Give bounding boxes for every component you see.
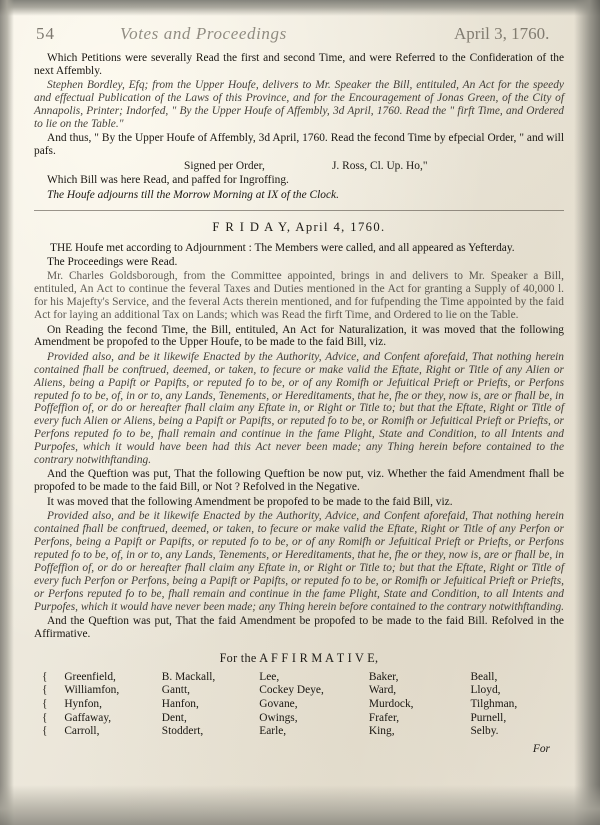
table-row [42, 684, 572, 698]
name-cell: Lloyd, [470, 684, 501, 697]
paragraph-proviso-persons: Provided also, and be it likewife Enacted by the Authority, Advice, and Confent aforefaid, That nothing herein contained fhall be conftrued, deemed, or taken, to fecure or make valid the Eftate, Right or Title of any Perfon or Perfons, being a Papift or Papifts, or reputed fo to be, or of any Romifh or Jefuitical Prieft or Priefts, or Perfons reputed fo to be, of, in or to, any Lands, Tenements, or Hereditaments, that he, fhe or they, now is, are or fhall be, in Poffeffion of, or do or hereafter fhall claim any Eftate in, or Right or Title to; but that the Eftate, Right or Title of every fuch Perfon or Perfons, being a Papift or Papifts, or reputed fo to be, or Romifh or Jefuitical Prieft or Priefts, or Perfons reputed fo to be, fhall remain and continue in the fame Plight, State and Condition, to all Intents and Purpofes, which it would have never been made; any Thing herein before contained to the contrary notwithftanding. [34, 510, 564, 613]
paragraph-question-affirmative: And the Queftion was put, That the faid Amendment be propofed to be made to the faid Bill. Refolved in the Affirmative. [34, 614, 564, 640]
running-head [34, 24, 564, 50]
paragraph-upper-house-second-reading: And thus, " By the Upper Houfe of Affembly, 3d April, 1760. Read the fecond Time by efpecial Order, " and will pafs. [34, 132, 564, 158]
name-cell: Baker, [368, 670, 399, 683]
running-date: April 3, 1760. [454, 24, 550, 43]
session-body [34, 242, 564, 641]
name-cell: Owings, [259, 711, 298, 724]
paragraph-proceedings-read: The Proceedings were Read. [47, 255, 178, 268]
scan-edge-top [0, 0, 600, 16]
name-cell: Earle, [259, 725, 287, 738]
table-row [42, 698, 572, 712]
row-bracket: { [42, 711, 48, 724]
paragraph-goldsborough-bill: Mr. Charles Goldsborough, from the Committee appointed, brings in and delivers to Mr. Speaker a Bill, entituled, An Act to continue the feveral Taxes and Duties mentioned in the Act for granting a Supply of 40,000 l. for his Majefty's Service, and the feveral Acts therein mentioned, and for fufpending the Time appointed by the faid Act for laying an additional Tax on Lands; which was Read the firft Time, and Ordered to lie on the Table. [34, 270, 564, 322]
page-content [34, 24, 564, 755]
name-cell: Hynfon, [64, 697, 102, 710]
paragraph-house-met: THE Houfe met according to Adjournment : The Members were called, and all appeared as Yefterday. [50, 241, 515, 254]
page-number: 54 [36, 24, 55, 43]
name-cell: Purnell, [470, 711, 507, 724]
name-cell: Greenfield, [64, 670, 116, 683]
name-cell: Gantt, [161, 684, 190, 697]
affirmative-heading: For the A F F I R M A T I V E, [219, 650, 379, 665]
name-cell: Murdock, [368, 697, 414, 710]
clerk-name: J. Ross, Cl. Up. Ho," [332, 159, 428, 172]
running-title: Votes and Proceedings [120, 24, 287, 43]
name-cell: Stoddert, [161, 725, 204, 738]
name-cell: Beall, [470, 670, 498, 683]
paragraph-adjourn: The Houfe adjourns till the Morrow Morning at IX of the Clock. [47, 188, 339, 201]
paragraph-question-negative: And the Queftion was put, That the following Queftion be now put, viz. Whether the faid Amendment fhall be propofed to be made to the faid Bill, or Not ? Refolved in the Negative. [34, 468, 564, 494]
signature-line [34, 160, 564, 173]
name-cell: King, [368, 725, 395, 738]
scan-edge-right [574, 0, 600, 825]
name-cell: Govane, [259, 697, 298, 710]
affirmative-names-table [42, 671, 572, 739]
name-cell: Frafer, [368, 711, 400, 724]
name-cell: Carroll, [64, 725, 100, 738]
scan-edge-left [0, 0, 14, 825]
table-row [42, 671, 572, 685]
paragraph-proviso-aliens: Provided also, and be it likewife Enacted by the Authority, Advice, and Confent aforefaid, That nothing herein contained fhall be conftrued, deemed, or taken, to fecure or make valid the Eftate, Right or Title of any Alien or Aliens, being a Papift or Papifts, or reputed fo to be, or of any Romifh or Jefuitical Prieft or Priefts, or Perfons reputed fo to be, of, in or to, any Lands, Tenements, or Hereditaments, that he, fhe or they, now is, are or fhall be, in Poffeffion of, or do or hereafter fhall claim any Eftate in, or Right or Title to; but that the Eftate, Right or Title of every fuch Alien or Aliens, being a Papift or Papifts, or reputed fo to be, or Romifh or Jefuitical Prieft or Priefts, or Perfons reputed fo to be, fhall remain and continue in the fame Plight, State and Condition, to all Intents and Purpofes, which it would have been had this Act never been made; any Thing herein before contained to the contrary notwithftanding. [34, 350, 564, 467]
scan-edge-bottom [0, 785, 600, 825]
name-cell: Lee, [259, 670, 280, 683]
name-cell: B. Mackall, [161, 670, 216, 683]
signed-per-order: Signed per Order, [184, 159, 265, 172]
name-cell: Dent, [161, 711, 187, 724]
top-section [34, 52, 564, 202]
row-bracket: { [42, 697, 48, 710]
row-bracket: { [42, 684, 48, 697]
catchword: For [532, 742, 550, 755]
paragraph-moved-amendment: It was moved that the following Amendment be propofed to be made to the faid Bill, viz. [47, 495, 453, 508]
section-divider [34, 210, 564, 211]
signature-spacer [34, 160, 184, 173]
paragraph-bordley: Stephen Bordley, Efq; from the Upper Houfe, delivers to Mr. Speaker the Bill, entituled, An Act for the speedy and effectual Publication of the Laws of this Province, and for the Encouragement of Jonas Green, of the City of Annapolis, Printer; Indorfed, " By the Upper Houfe of Affembly, 3d April, 1760. Read the " firft Time, and Ordered to lie on the Table." [34, 79, 564, 131]
row-bracket: { [42, 725, 48, 738]
name-cell: Tilghman, [470, 697, 518, 710]
row-bracket: { [42, 670, 48, 683]
paragraph-bill-ingrossing: Which Bill was here Read, and paffed for Ingroffing. [47, 174, 289, 187]
name-cell: Gaffaway, [64, 711, 112, 724]
paragraph-petitions: Which Petitions were severally Read the first and second Time, and were Referred to the Confideration of the next Affembly. [34, 52, 564, 77]
paragraph-naturalization-bill: On Reading the fecond Time, the Bill, entituled, An Act for Naturalization, it was moved that the following Amendment be propofed to the Upper Houfe, to be made to the faid Bill, viz. [34, 323, 564, 349]
name-cell: Ward, [368, 684, 397, 697]
name-cell: Cockey Deye, [259, 684, 324, 697]
table-row [42, 725, 572, 739]
name-cell: Williamfon, [64, 684, 120, 697]
name-cell: Hanfon, [161, 697, 199, 710]
name-cell: Selby. [470, 725, 499, 738]
session-date: F R I D A Y, April 4, 1760. [212, 219, 386, 234]
table-row [42, 712, 572, 726]
